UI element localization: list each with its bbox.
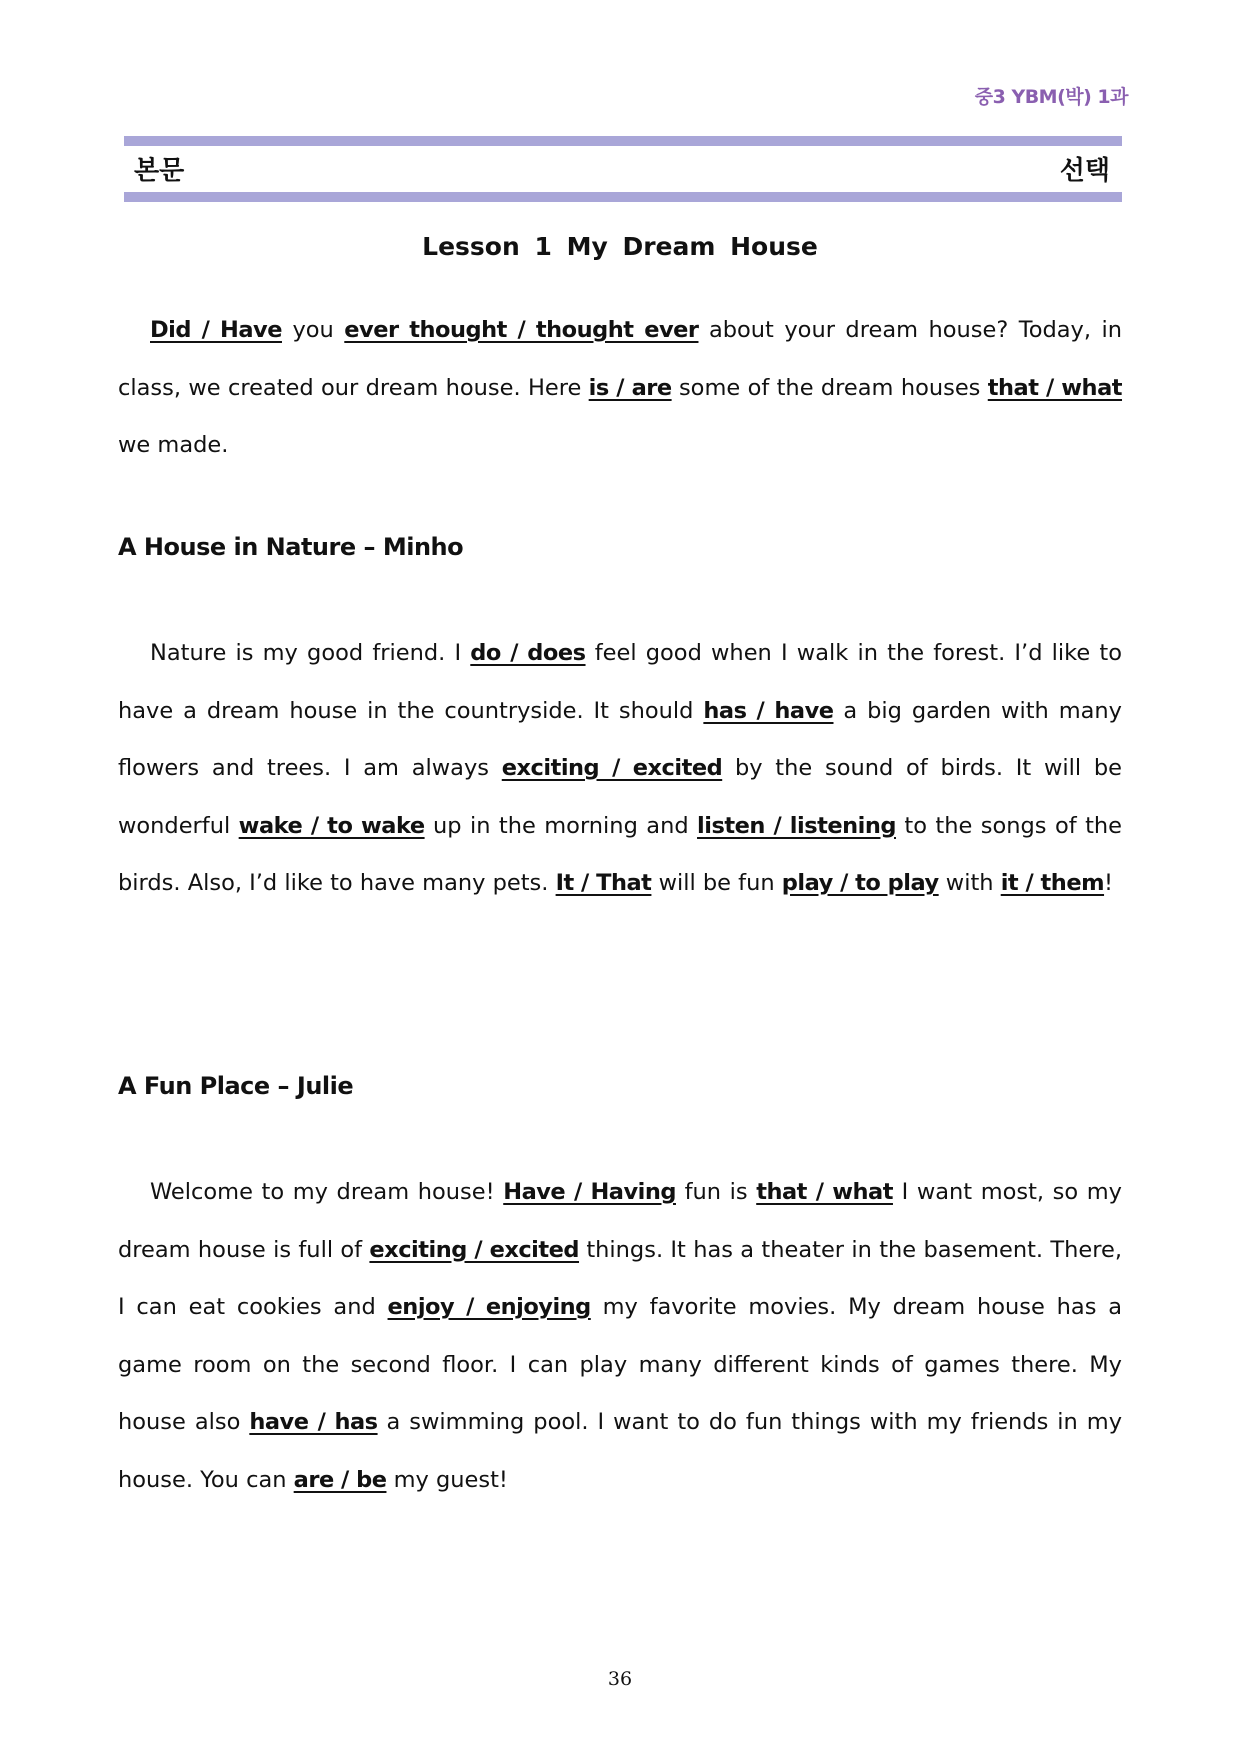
- choice-option: has / have: [703, 697, 834, 724]
- paragraph-text: feel good when I walk in the forest. I’d like to have a dream house in the countryside. It should: [118, 640, 1122, 724]
- paragraph-text: my guest!: [386, 1466, 508, 1493]
- section2-heading: A Fun Place – Julie: [118, 1072, 354, 1100]
- section1-heading: A House in Nature – Minho: [118, 533, 464, 561]
- paragraph-text: by the sound of birds. It will be wonderful: [118, 755, 1122, 839]
- paragraph-text: we made.: [118, 432, 229, 458]
- choice-option: it / them: [1000, 870, 1105, 896]
- paragraph-text: things. It has a theater in the basement. There, I can eat cookies and: [118, 1236, 1122, 1320]
- choice-option: do / does: [470, 640, 586, 666]
- choice-option: wake / to wake: [238, 812, 425, 839]
- choice-option: play / to play: [781, 870, 939, 896]
- paragraph-text: a big garden with many flowers and trees. I am always: [118, 697, 1122, 781]
- paragraph-text: Nature is my good friend. I: [150, 640, 471, 666]
- paragraph-text: my favorite movies. My dream house has a game room on the second floor. I can play many different kinds of games there. My house also: [118, 1294, 1122, 1435]
- page-number: 36: [607, 1668, 633, 1690]
- section2-paragraph: [118, 1164, 1122, 1509]
- choice-option: Did / Have: [150, 317, 282, 343]
- paragraph-text: !: [1104, 870, 1114, 896]
- paragraph-text: you: [281, 317, 345, 343]
- choice-option: have / has: [249, 1409, 378, 1435]
- paragraph-text: fun is: [675, 1179, 757, 1205]
- section-label-left: 본문: [134, 156, 185, 186]
- choice-option: enjoy / enjoying: [387, 1294, 591, 1320]
- paragraph-text: a swimming pool. I want to do fun things with my friends in my house. You can: [118, 1409, 1123, 1493]
- choice-option: It / That: [555, 870, 652, 896]
- paragraph-text: about your dream house? Today, in class, we created our dream house. Here: [118, 317, 1122, 401]
- choice-option: Have / Having: [503, 1179, 676, 1205]
- choice-option: ever thought / thought ever: [344, 317, 699, 343]
- section1-paragraph: [118, 625, 1122, 913]
- choice-option: that / what: [987, 374, 1123, 401]
- choice-option: that / what: [756, 1179, 893, 1205]
- paragraph-text: to the songs of the birds. Also, I’d like to have many pets.: [118, 812, 1122, 896]
- paragraph-text: up in the morning and: [424, 812, 698, 839]
- paragraph-text: Welcome to my dream house!: [150, 1179, 504, 1205]
- choice-option: exciting / excited: [501, 755, 723, 781]
- intro-paragraph: [118, 302, 1122, 475]
- choice-option: are / be: [293, 1466, 387, 1493]
- lesson-title: Lesson 1 My Dream House: [422, 232, 818, 261]
- paragraph-text: I want most, so my dream house is full of: [118, 1179, 1122, 1263]
- paragraph-text: with: [938, 870, 1001, 896]
- paragraph-text: some of the dream houses: [671, 374, 988, 401]
- section-label-right: 선택: [1059, 156, 1110, 186]
- choice-option: exciting / excited: [369, 1236, 580, 1263]
- course-label: 중3 YBM(박) 1과: [974, 86, 1128, 108]
- header-band-top: [124, 136, 1122, 146]
- choice-option: listen / listening: [697, 812, 896, 839]
- header-band-bottom: [124, 192, 1122, 202]
- choice-option: is / are: [588, 374, 672, 401]
- paragraph-text: will be fun: [651, 870, 782, 896]
